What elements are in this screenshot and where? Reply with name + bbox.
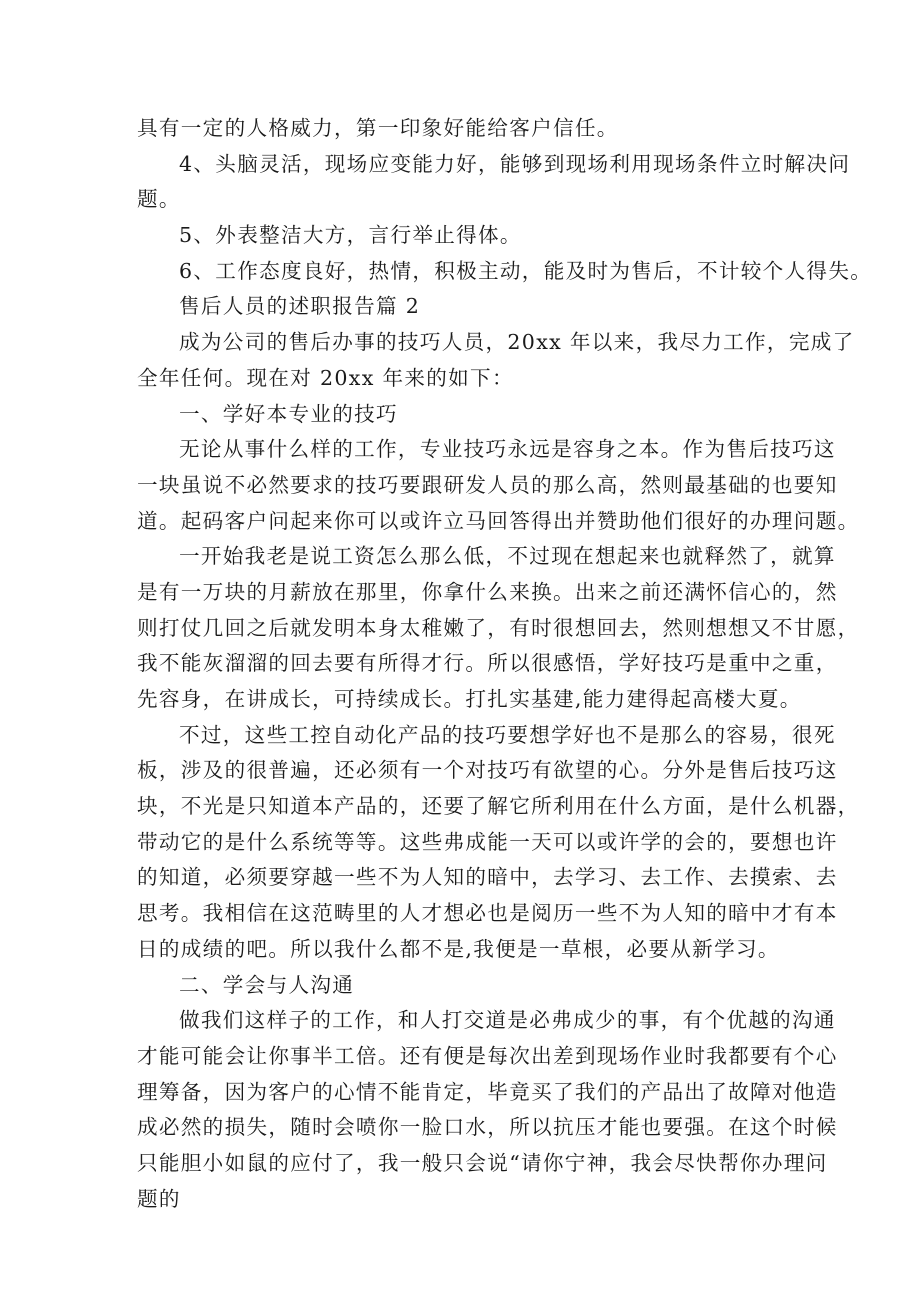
text-line: 理筹备，因为客户的心情不能肯定，毕竟买了我们的产品出了故障对他造 [137,1079,838,1104]
text-line: 先容身，在讲成长，可持续成长。打扎实基建,能力建得起高楼大夏。 [137,687,802,711]
text-line: 具有一定的人格威力，第一印象好能给客户信任。 [137,116,619,140]
text-line: 一开始我老是说工资怎么那么低，不过现在想起来也就释然了，就算 [179,544,836,569]
text-line: 一块虽说不必然要求的技巧要跟研发人员的那么高，然则最基础的也要知 [137,472,838,497]
text-line: 块，不光是只知道本产品的，还要了解它所利用在什么方面，是什么机器， [137,794,860,819]
text-line: 日的成绩的吧。所以我什么都不是,我便是一草根，必要从新学习。 [137,936,780,961]
text-line: 我不能灰溜溜的回去要有所得才行。所以很感悟，学好技巧是重中之重， [137,651,838,676]
text-line: 成为公司的售后办事的技巧人员，20xx 年以来，我尽力工作，完成了 [179,330,855,355]
text-line: 做我们这样子的工作，和人打交道是必弗成少的事，有个优越的沟通 [179,1008,836,1033]
text-line: 道。起码客户问起来你可以或许立马回答得出并赞助他们很好的办理问题。 [137,508,860,533]
text-line: 才能可能会让你事半工倍。还有便是每次出差到现场作业时我都要有个心 [137,1043,838,1068]
text-line: 无论从事什么样的工作，专业技巧永远是容身之本。作为售后技巧这 [179,437,836,462]
text-line: 售后人员的述职报告篇 2 [179,294,421,319]
text-line: 板，涉及的很普遍，还必须有一个对技巧有欲望的心。分外是售后技巧这 [137,758,838,783]
text-line: 的知道，必须要穿越一些不为人知的暗中，去学习、去工作、去摸索、去 [137,865,838,890]
text-line: 成必然的损失，随时会喷你一脸口水，所以抗压才能也要强。在这个时候 [137,1115,838,1140]
text-line: 带动它的是什么系统等等。这些弗成能一天可以或许学的会的，要想也许 [137,829,838,854]
text-line: 5、外表整洁大方，言行举止得体。 [179,223,522,248]
text-line: 全年任何。现在对 20xx 年来的如下： [137,365,514,390]
text-line: 题的 [137,1186,181,1211]
text-line: 题。 [137,187,181,212]
text-line: 6、工作态度良好，热情，积极主动，能及时为售后，不计较个人得失。 [179,258,873,283]
text-line: 不过，这些工控自动化产品的技巧要想学好也不是那么的容易，很死 [179,722,836,747]
document-body [137,111,873,1217]
text-line: 是有一万块的月薪放在那里，你拿什么来换。出来之前还满怀信心的，然 [137,579,838,604]
text-line: 只能胆小如鼠的应付了，我一般只会说“请你宁神，我会尽快帮你办理问 [137,1150,828,1175]
text-line: 一、学好本专业的技巧 [179,401,398,426]
text-line: 4、头脑灵活，现场应变能力好，能够到现场利用现场条件立时解决问 [179,151,851,176]
text-line: 思考。我相信在这范畴里的人才想必也是阅历一些不为人知的暗中才有本 [137,901,838,926]
text-line: 则打仗几回之后就发明本身太稚嫩了，有时很想回去，然则想想又不甘愿， [137,615,860,640]
text-line: 二、学会与人沟通 [179,972,355,997]
